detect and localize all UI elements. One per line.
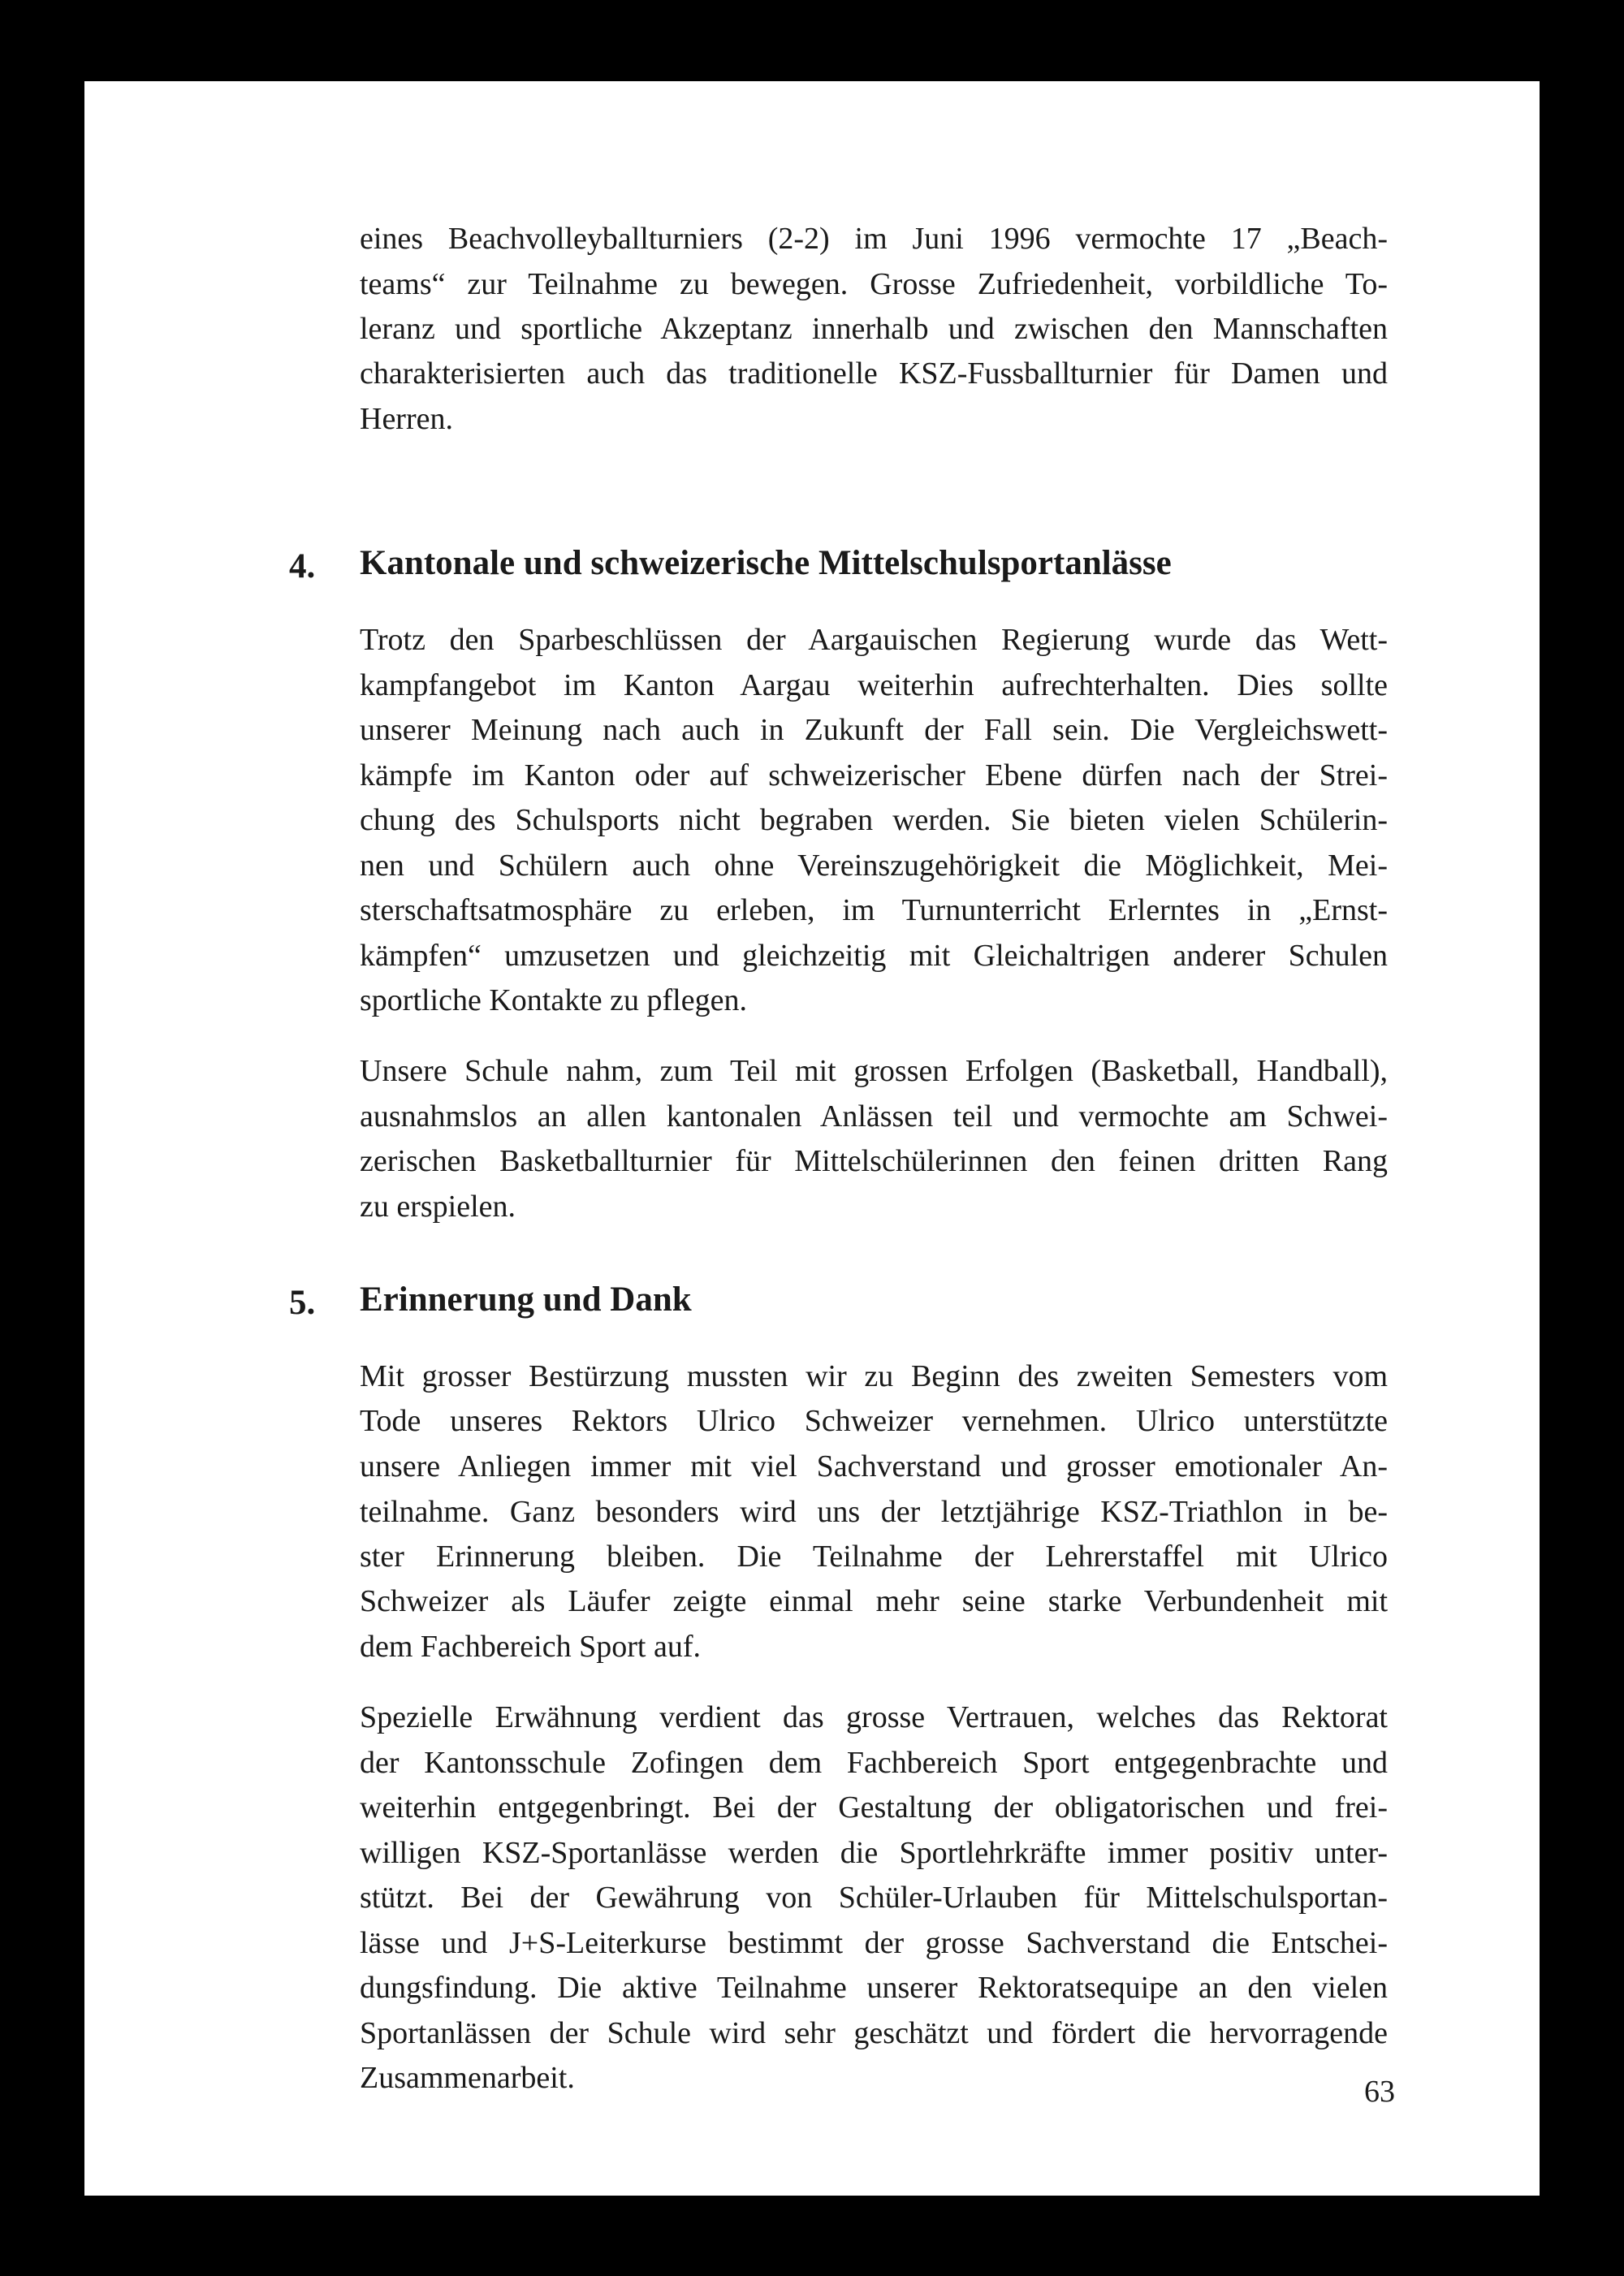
document-page — [84, 81, 1540, 2196]
paragraph-line: unserer Meinung nach auch in Zukunft der Fall sein. Die Vergleichswett- — [360, 713, 1388, 747]
paragraph-line: kämpfen“ umzusetzen und gleichzeitig mit Gleichaltrigen anderer Schulen — [360, 939, 1388, 973]
paragraph-line: lässe und J+S-Leiterkurse bestimmt der grosse Sachverstand die Entschei- — [360, 1926, 1388, 1960]
paragraph-line: zerischen Basketballturnier für Mittelschülerinnen den feinen dritten Rang — [360, 1144, 1388, 1178]
paragraph-line: Tode unseres Rektors Ulrico Schweizer vernehmen. Ulrico unterstützte — [360, 1404, 1388, 1438]
section-4-title: Kantonale und schweizerische Mittelschulsportanlässe — [360, 544, 1172, 582]
section-5-number: 5. — [289, 1284, 316, 1322]
paragraph-line: unsere Anliegen immer mit viel Sachverstand und grosser emotionaler An- — [360, 1449, 1388, 1484]
section-5-title: Erinnerung und Dank — [360, 1281, 692, 1319]
paragraph-line: teilnahme. Ganz besonders wird uns der letztjährige KSZ-Triathlon in be- — [360, 1495, 1388, 1529]
paragraph-line: ster Erinnerung bleiben. Die Teilnahme der Lehrerstaffel mit Ulrico — [360, 1540, 1388, 1574]
paragraph-line: dungsfindung. Die aktive Teilnahme unserer Rektoratsequipe an den vielen — [360, 1971, 1388, 2005]
paragraph-line: sterschaftsatmosphäre zu erleben, im Turnunterricht Erlerntes in „Ernst- — [360, 893, 1388, 927]
paragraph-line: zu erspielen. — [360, 1190, 516, 1224]
paragraph-line: der Kantonsschule Zofingen dem Fachbereich Sport entgegenbrachte und — [360, 1746, 1388, 1780]
paragraph-line: leranz und sportliche Akzeptanz innerhalb und zwischen den Mannschaften — [360, 312, 1388, 346]
section-5-paragraph-2 — [360, 81, 1388, 2111]
paragraph-line: willigen KSZ-Sportanlässe werden die Sportlehrkräfte immer positiv unter- — [360, 1836, 1388, 1870]
paragraph-line: Mit grosser Bestürzung mussten wir zu Beginn des zweiten Semesters vom — [360, 1359, 1388, 1393]
paragraph-line: sportliche Kontakte zu pflegen. — [360, 983, 747, 1017]
paragraph-line: nen und Schülern auch ohne Vereinszugehörigkeit die Möglichkeit, Mei- — [360, 849, 1388, 883]
paragraph-line: Sportanlässen der Schule wird sehr geschätzt und fördert die hervorragende — [360, 2016, 1388, 2050]
paragraph-line: stützt. Bei der Gewährung von Schüler-Urlauben für Mittelschulsportan- — [360, 1881, 1388, 1915]
paragraph-line: Unsere Schule nahm, zum Teil mit grossen Erfolgen (Basketball, Handball), — [360, 1054, 1388, 1088]
paragraph-line: eines Beachvolleyballturniers (2-2) im Juni 1996 vermochte 17 „Beach- — [360, 222, 1388, 256]
paragraph-line: kämpfe im Kanton oder auf schweizerischer Ebene dürfen nach der Strei- — [360, 758, 1388, 792]
paragraph-line: Zusammenarbeit. — [360, 2061, 575, 2095]
page-number: 63 — [1364, 2075, 1395, 2109]
paragraph-line: charakterisierten auch das traditionelle KSZ-Fussballturnier für Damen und — [360, 356, 1388, 391]
section-4-number: 4. — [289, 547, 316, 585]
paragraph-line: ausnahmslos an allen kantonalen Anlässen teil und vermochte am Schwei- — [360, 1099, 1388, 1134]
paragraph-line: weiterhin entgegenbringt. Bei der Gestaltung der obligatorischen und frei- — [360, 1790, 1388, 1825]
paragraph-line: chung des Schulsports nicht begraben werden. Sie bieten vielen Schülerin- — [360, 803, 1388, 837]
paragraph-line: kampfangebot im Kanton Aargau weiterhin aufrechterhalten. Dies sollte — [360, 668, 1388, 702]
paragraph-line: Trotz den Sparbeschlüssen der Aargauischen Regierung wurde das Wett- — [360, 623, 1388, 657]
paragraph-line: dem Fachbereich Sport auf. — [360, 1630, 701, 1664]
paragraph-line: Schweizer als Läufer zeigte einmal mehr seine starke Verbundenheit mit — [360, 1584, 1388, 1618]
paragraph-line: Herren. — [360, 402, 453, 436]
paragraph-line: Spezielle Erwähnung verdient das grosse Vertrauen, welches das Rektorat — [360, 1700, 1388, 1734]
paragraph-line: teams“ zur Teilnahme zu bewegen. Grosse Zufriedenheit, vorbildliche To- — [360, 267, 1388, 301]
